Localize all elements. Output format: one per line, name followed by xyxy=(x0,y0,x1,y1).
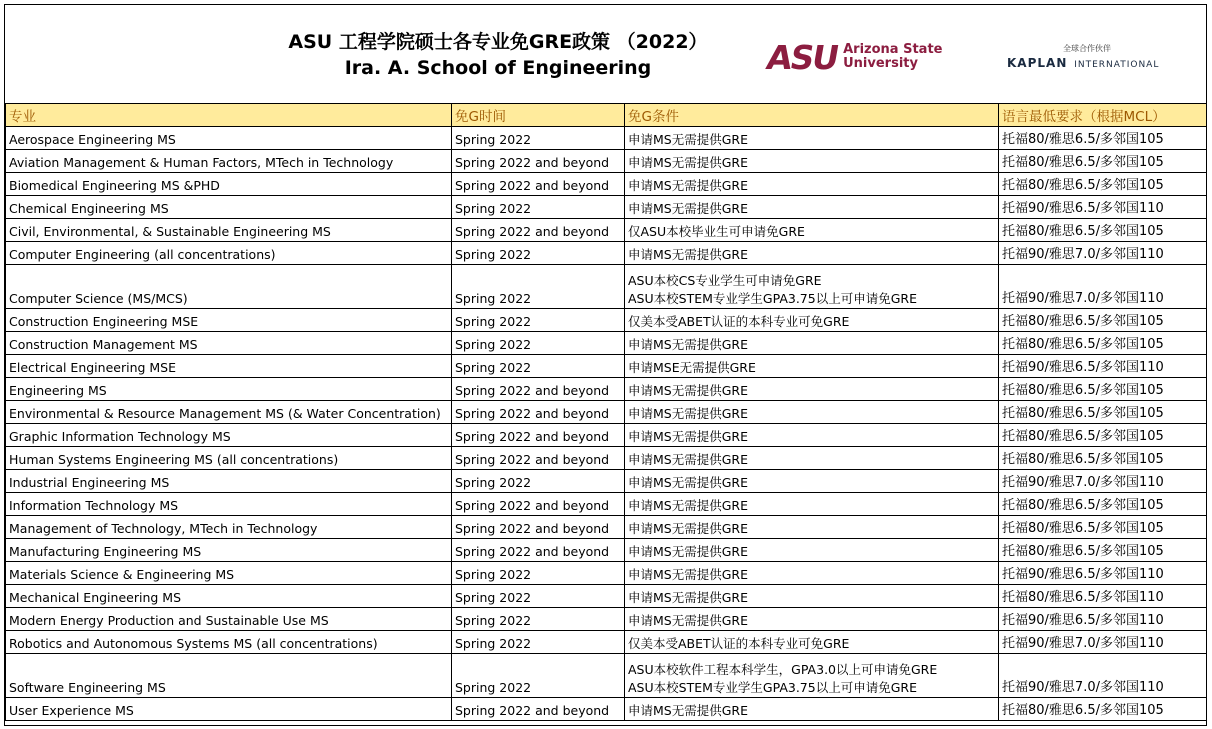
table-row xyxy=(6,516,1207,539)
cell-time[interactable]: Spring 2022 and beyond xyxy=(452,424,625,447)
cell-time[interactable]: Spring 2022 xyxy=(452,265,625,309)
page-title: ASU 工程学院硕士各专业免GRE政策 （2022） xyxy=(288,31,708,53)
cell-time[interactable]: Spring 2022 and beyond xyxy=(452,447,625,470)
table-row xyxy=(6,173,1207,196)
table-row xyxy=(6,332,1207,355)
cell-major[interactable]: Industrial Engineering MS xyxy=(6,470,452,493)
condition-line: 申请MS无需提供GRE xyxy=(628,452,748,467)
condition-line: 申请MS无需提供GRE xyxy=(628,383,748,398)
cell-major[interactable]: Construction Management MS xyxy=(6,332,452,355)
table-row xyxy=(6,127,1207,150)
condition-line: 申请MS无需提供GRE xyxy=(628,703,748,718)
cell-condition[interactable] xyxy=(625,242,999,265)
cell-major[interactable]: Electrical Engineering MSE xyxy=(6,355,452,378)
table-row xyxy=(6,631,1207,654)
cell-language[interactable]: 托福80/雅思6.5/多邻国105 xyxy=(999,424,1207,447)
cell-language[interactable]: 托福90/雅思6.5/多邻国110 xyxy=(999,355,1207,378)
cell-time[interactable]: Spring 2022 xyxy=(452,309,625,332)
cell-time[interactable]: Spring 2022 and beyond xyxy=(452,516,625,539)
cell-major[interactable]: Engineering MS xyxy=(6,378,452,401)
condition-line: 仅ASU本校毕业生可申请免GRE xyxy=(628,224,805,239)
condition-line: ASU本校STEM专业学生GPA3.75以上可申请免GRE xyxy=(628,291,917,306)
table-row xyxy=(6,608,1207,631)
cell-condition[interactable] xyxy=(625,401,999,424)
table-row xyxy=(6,265,1207,309)
condition-line: 申请MS无需提供GRE xyxy=(628,475,748,490)
cell-major[interactable]: Computer Engineering (all concentrations) xyxy=(6,242,452,265)
asu-logo-text xyxy=(843,43,942,71)
condition-line: 申请MS无需提供GRE xyxy=(628,178,748,193)
cell-condition[interactable] xyxy=(625,309,999,332)
cell-language[interactable]: 托福80/雅思6.5/多邻国105 xyxy=(999,127,1207,150)
condition-line: 申请MS无需提供GRE xyxy=(628,498,748,513)
cell-language[interactable]: 托福80/雅思6.5/多邻国105 xyxy=(999,447,1207,470)
cell-major[interactable]: Management of Technology, MTech in Technology xyxy=(6,516,452,539)
cell-time[interactable]: Spring 2022 xyxy=(452,242,625,265)
cell-time[interactable]: Spring 2022 xyxy=(452,470,625,493)
cell-time[interactable]: Spring 2022 and beyond xyxy=(452,401,625,424)
cell-major[interactable]: Civil, Environmental, & Sustainable Engineering MS xyxy=(6,219,452,242)
cell-time[interactable]: Spring 2022 xyxy=(452,196,625,219)
condition-line: 申请MS无需提供GRE xyxy=(628,406,748,421)
spreadsheet xyxy=(4,4,1207,726)
kaplan-suffix: INTERNATIONAL xyxy=(1074,60,1160,70)
cell-time[interactable]: Spring 2022 xyxy=(452,585,625,608)
cell-major[interactable]: Biomedical Engineering MS &PHD xyxy=(6,173,452,196)
cell-time[interactable]: Spring 2022 xyxy=(452,355,625,378)
cell-condition[interactable] xyxy=(625,196,999,219)
cell-condition[interactable] xyxy=(625,378,999,401)
condition-line: 申请MS无需提供GRE xyxy=(628,132,748,147)
table-row xyxy=(6,562,1207,585)
asu-logo-line2: University xyxy=(843,56,918,71)
cell-major[interactable]: Construction Engineering MSE xyxy=(6,309,452,332)
cell-language[interactable]: 托福90/雅思7.0/多邻国110 xyxy=(999,631,1207,654)
condition-line: 仅美本受ABET认证的本科专业可免GRE xyxy=(628,314,850,329)
cell-time[interactable]: Spring 2022 and beyond xyxy=(452,219,625,242)
condition-line: 申请MS无需提供GRE xyxy=(628,521,748,536)
cell-condition[interactable] xyxy=(625,654,999,698)
cell-time[interactable]: Spring 2022 xyxy=(452,608,625,631)
cell-condition[interactable] xyxy=(625,265,999,309)
cell-major[interactable]: Aviation Management & Human Factors, MTech in Technology xyxy=(6,150,452,173)
cell-major[interactable]: Mechanical Engineering MS xyxy=(6,585,452,608)
kaplan-brand: KAPLAN xyxy=(1007,56,1068,70)
cell-time[interactable]: Spring 2022 and beyond xyxy=(452,173,625,196)
condition-line: 仅美本受ABET认证的本科专业可免GRE xyxy=(628,636,850,651)
cell-time[interactable]: Spring 2022 and beyond xyxy=(452,378,625,401)
table-row xyxy=(6,355,1207,378)
cell-language[interactable]: 托福90/雅思6.5/多邻国110 xyxy=(999,562,1207,585)
table-row xyxy=(6,493,1207,516)
table-row xyxy=(6,242,1207,265)
condition-line: 申请MS无需提供GRE xyxy=(628,429,748,444)
table-row xyxy=(6,424,1207,447)
condition-line: ASU本校软件工程本科学生，GPA3.0以上可申请免GRE xyxy=(628,662,938,677)
cell-condition[interactable] xyxy=(625,127,999,150)
cell-condition[interactable] xyxy=(625,608,999,631)
condition-line: 申请MS无需提供GRE xyxy=(628,567,748,582)
cell-language[interactable]: 托福80/雅思6.5/多邻国110 xyxy=(999,585,1207,608)
kaplan-logo xyxy=(1007,43,1167,79)
table-row xyxy=(6,447,1207,470)
table-row xyxy=(6,698,1207,721)
cell-condition[interactable] xyxy=(625,173,999,196)
table-body xyxy=(6,104,1207,721)
cell-condition[interactable] xyxy=(625,493,999,516)
cell-condition[interactable] xyxy=(625,470,999,493)
condition-line: 申请MS无需提供GRE xyxy=(628,590,748,605)
condition-line: ASU本校CS专业学生可申请免GRE xyxy=(628,273,822,288)
cell-language[interactable]: 托福80/雅思6.5/多邻国105 xyxy=(999,493,1207,516)
condition-line: 申请MS无需提供GRE xyxy=(628,247,748,262)
cell-language[interactable]: 托福80/雅思6.5/多邻国105 xyxy=(999,332,1207,355)
cell-language[interactable]: 托福80/雅思6.5/多邻国105 xyxy=(999,539,1207,562)
condition-line: 申请MS无需提供GRE xyxy=(628,155,748,170)
cell-condition[interactable] xyxy=(625,150,999,173)
asu-logo-line1: Arizona State xyxy=(843,42,943,57)
cell-time[interactable]: Spring 2022 and beyond xyxy=(452,539,625,562)
cell-major[interactable]: User Experience MS xyxy=(6,698,452,721)
cell-condition[interactable] xyxy=(625,516,999,539)
cell-language[interactable]: 托福80/雅思6.5/多邻国105 xyxy=(999,150,1207,173)
column-header-language[interactable]: 语言最低要求（根据MCL） xyxy=(999,104,1207,127)
column-header-major[interactable]: 专业 xyxy=(6,104,452,127)
table-row xyxy=(6,219,1207,242)
table-row xyxy=(6,401,1207,424)
cell-condition[interactable] xyxy=(625,332,999,355)
cell-major[interactable]: Information Technology MS xyxy=(6,493,452,516)
condition-line: 申请MS无需提供GRE xyxy=(628,544,748,559)
cell-time[interactable]: Spring 2022 xyxy=(452,631,625,654)
cell-language[interactable]: 托福80/雅思6.5/多邻国105 xyxy=(999,401,1207,424)
cell-major[interactable]: Materials Science & Engineering MS xyxy=(6,562,452,585)
cell-condition[interactable] xyxy=(625,585,999,608)
cell-language[interactable]: 托福90/雅思7.0/多邻国110 xyxy=(999,470,1207,493)
condition-line: 申请MS无需提供GRE xyxy=(628,613,748,628)
table-row xyxy=(6,309,1207,332)
cell-time[interactable]: Spring 2022 xyxy=(452,654,625,698)
cell-condition[interactable] xyxy=(625,447,999,470)
table-header-row xyxy=(6,104,1207,127)
cell-major[interactable]: Aerospace Engineering MS xyxy=(6,127,452,150)
cell-language[interactable]: 托福90/雅思7.0/多邻国110 xyxy=(999,265,1207,309)
cell-time[interactable]: Spring 2022 and beyond xyxy=(452,698,625,721)
cell-language[interactable]: 托福80/雅思6.5/多邻国105 xyxy=(999,173,1207,196)
condition-line: 申请MSE无需提供GRE xyxy=(628,360,756,375)
table-row xyxy=(6,196,1207,219)
cell-language[interactable]: 托福90/雅思6.5/多邻国110 xyxy=(999,608,1207,631)
cell-time[interactable]: Spring 2022 xyxy=(452,127,625,150)
cell-major[interactable]: Chemical Engineering MS xyxy=(6,196,452,219)
table-row xyxy=(6,585,1207,608)
cell-major[interactable]: Software Engineering MS xyxy=(6,654,452,698)
cell-language[interactable]: 托福80/雅思6.5/多邻国105 xyxy=(999,516,1207,539)
cell-language[interactable]: 托福90/雅思7.0/多邻国110 xyxy=(999,242,1207,265)
cell-condition[interactable] xyxy=(625,355,999,378)
table-row xyxy=(6,654,1207,698)
cell-language[interactable]: 托福80/雅思6.5/多邻国105 xyxy=(999,219,1207,242)
cell-condition[interactable] xyxy=(625,424,999,447)
cell-major[interactable]: Manufacturing Engineering MS xyxy=(6,539,452,562)
cell-major[interactable]: Environmental & Resource Management MS (& Water Concentration) xyxy=(6,401,452,424)
cell-language[interactable]: 托福80/雅思6.5/多邻国105 xyxy=(999,378,1207,401)
cell-time[interactable]: Spring 2022 and beyond xyxy=(452,150,625,173)
condition-line: ASU本校STEM专业学生GPA3.75以上可申请免GRE xyxy=(628,680,917,695)
page-subtitle: Ira. A. School of Engineering xyxy=(344,57,652,79)
cell-major[interactable]: Human Systems Engineering MS (all concentrations) xyxy=(6,447,452,470)
cell-condition[interactable] xyxy=(625,631,999,654)
cell-time[interactable]: Spring 2022 xyxy=(452,332,625,355)
cell-major[interactable]: Modern Energy Production and Sustainable Use MS xyxy=(6,608,452,631)
policy-table xyxy=(5,103,1207,721)
column-header-condition[interactable]: 免G条件 xyxy=(625,104,999,127)
table-row xyxy=(6,470,1207,493)
cell-time[interactable]: Spring 2022 xyxy=(452,562,625,585)
cell-major[interactable]: Robotics and Autonomous Systems MS (all concentrations) xyxy=(6,631,452,654)
cell-major[interactable]: Computer Science (MS/MCS) xyxy=(6,265,452,309)
cell-major[interactable]: Graphic Information Technology MS xyxy=(6,424,452,447)
kaplan-wordmark xyxy=(1007,56,1159,70)
table-row xyxy=(6,378,1207,401)
cell-language[interactable]: 托福80/雅思6.5/多邻国105 xyxy=(999,698,1207,721)
column-header-time[interactable]: 免G时间 xyxy=(452,104,625,127)
cell-condition[interactable] xyxy=(625,539,999,562)
condition-line: 申请MS无需提供GRE xyxy=(628,201,748,216)
cell-time[interactable]: Spring 2022 and beyond xyxy=(452,493,625,516)
asu-logo xyxy=(763,37,943,77)
condition-line: 申请MS无需提供GRE xyxy=(628,337,748,352)
kaplan-tagline: 全球合作伙伴 xyxy=(1063,44,1111,53)
table-row xyxy=(6,150,1207,173)
cell-language[interactable]: 托福90/雅思6.5/多邻国110 xyxy=(999,196,1207,219)
header-area xyxy=(5,5,1206,103)
table-row xyxy=(6,539,1207,562)
cell-condition[interactable] xyxy=(625,698,999,721)
cell-condition[interactable] xyxy=(625,562,999,585)
cell-language[interactable]: 托福80/雅思6.5/多邻国105 xyxy=(999,309,1207,332)
asu-logo-mark: ASU xyxy=(763,37,841,77)
cell-language[interactable]: 托福90/雅思7.0/多邻国110 xyxy=(999,654,1207,698)
cell-condition[interactable] xyxy=(625,219,999,242)
